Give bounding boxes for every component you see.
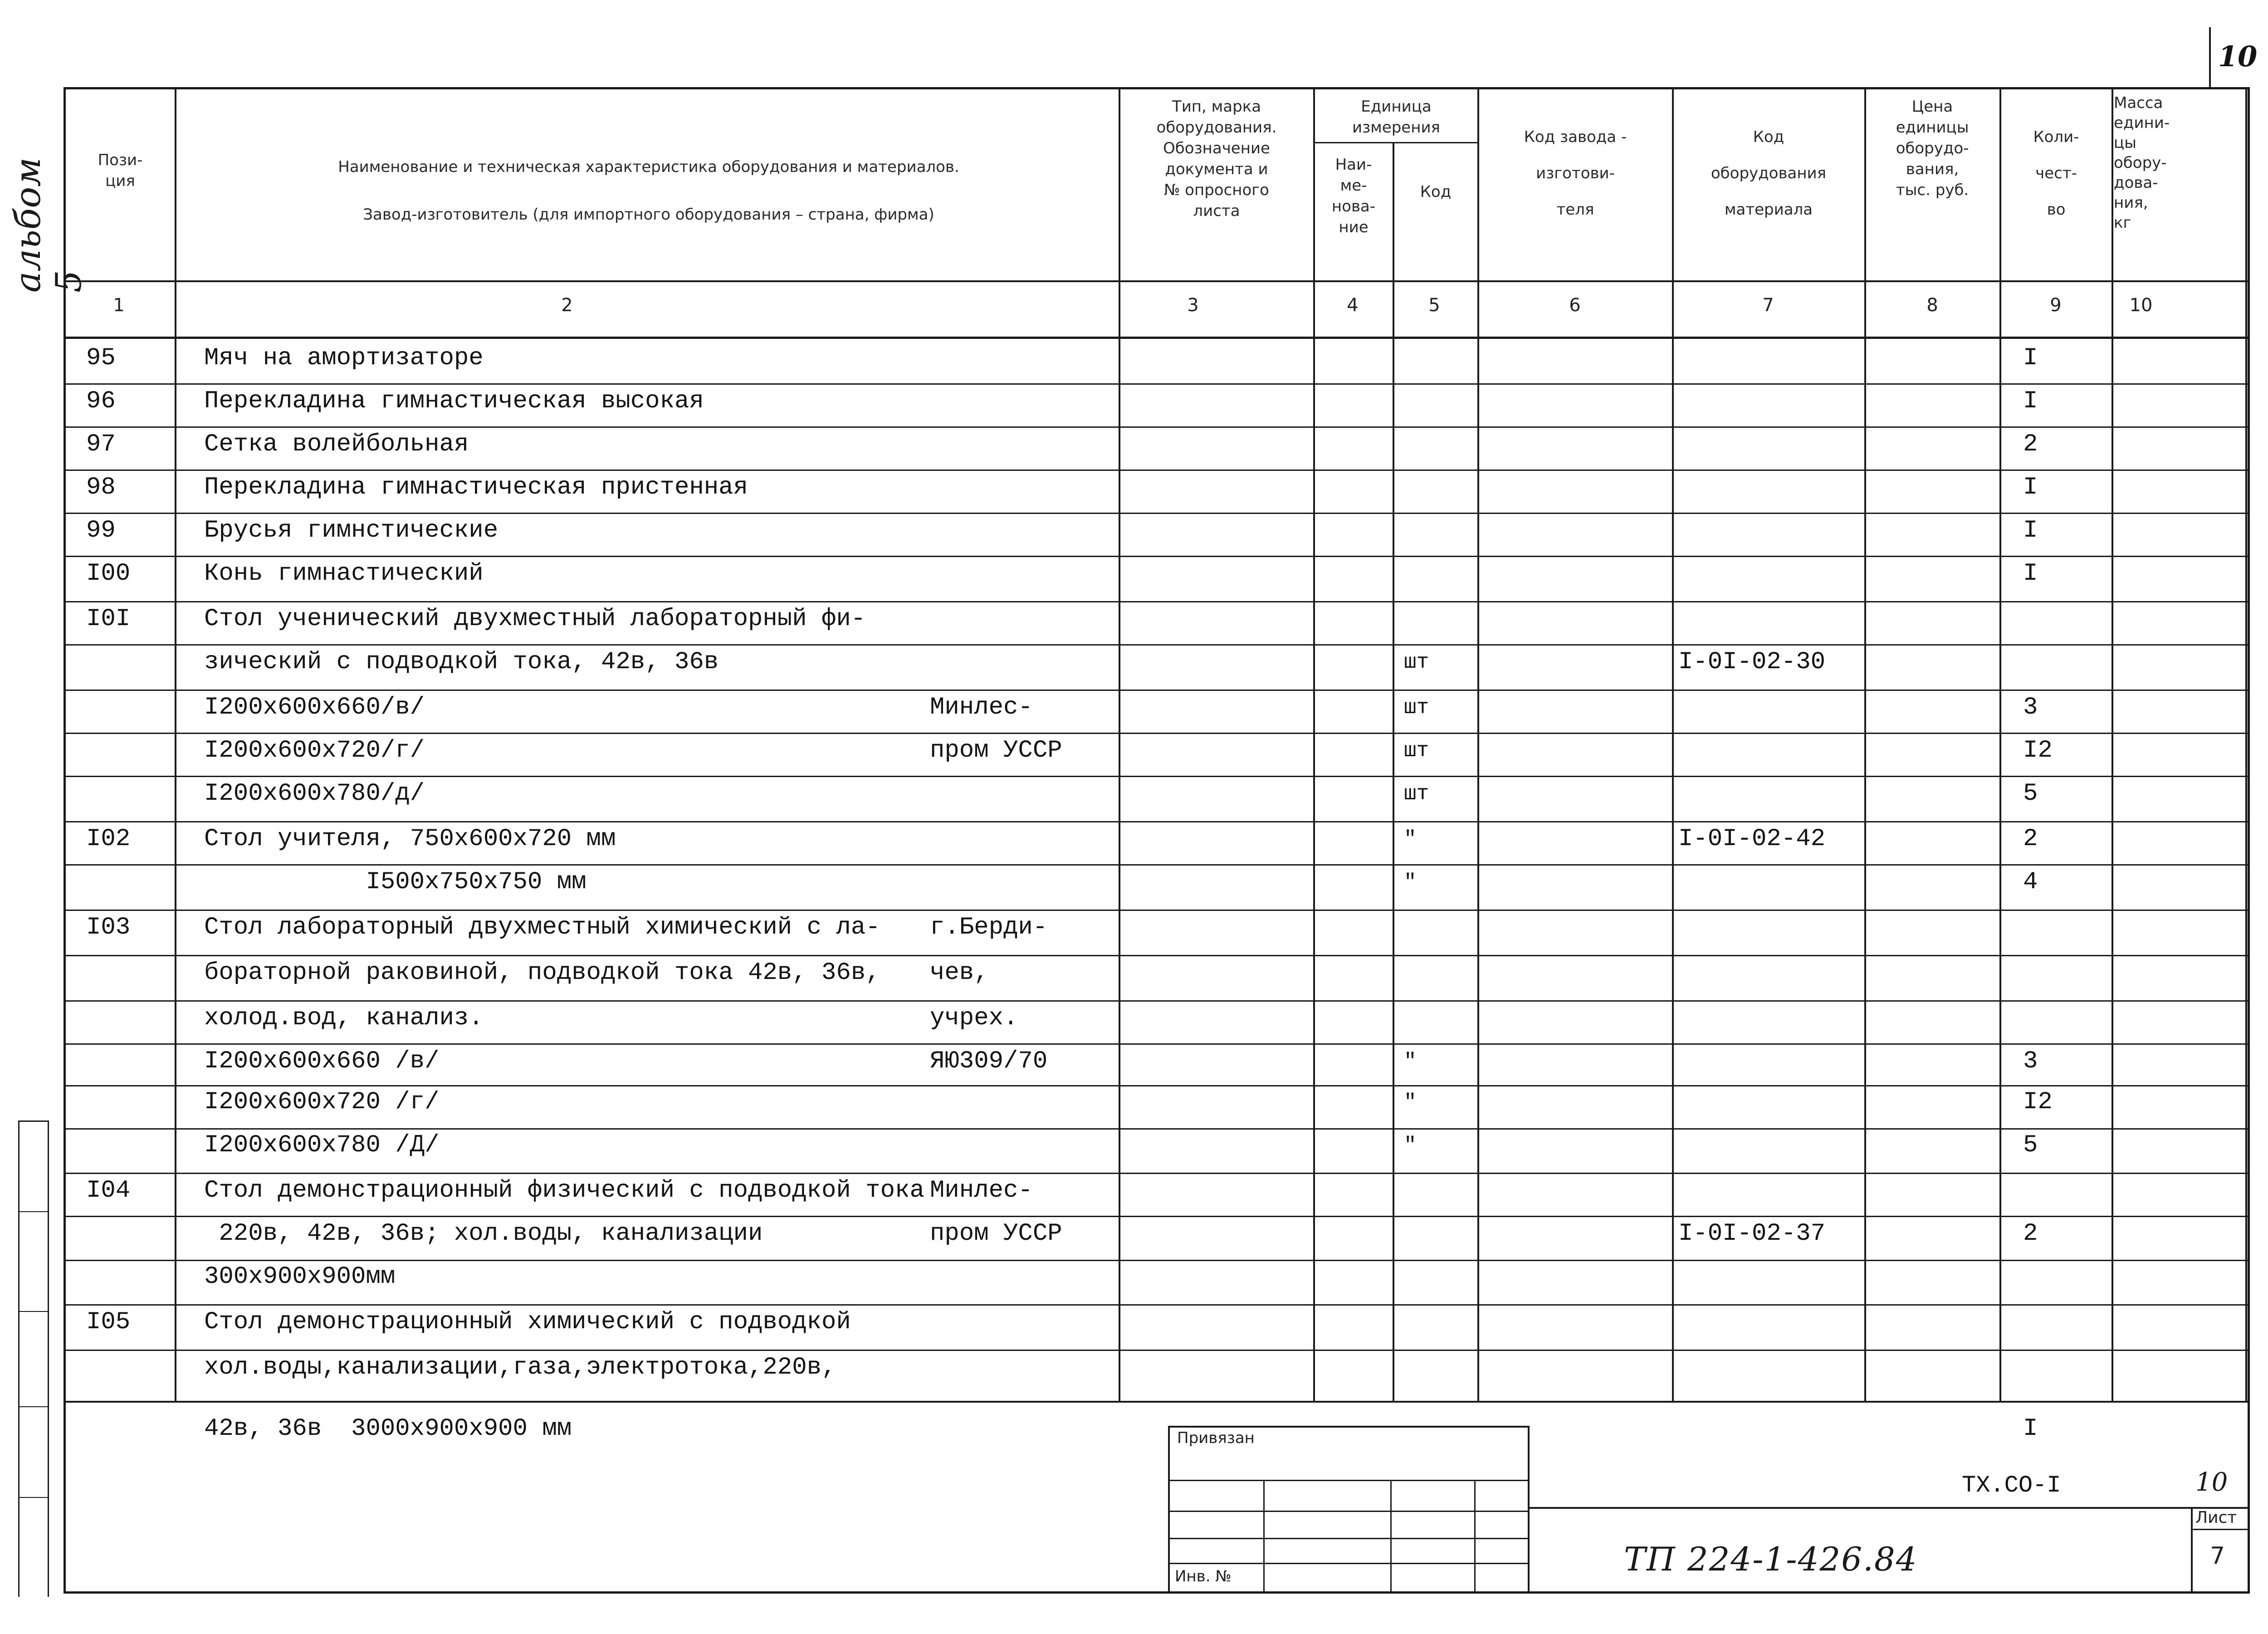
row-name: I200x600x780 /Д/	[204, 1131, 440, 1159]
row-quantity: I	[2023, 560, 2038, 587]
row-quantity: 2	[2023, 825, 2038, 853]
row-position: I03	[86, 914, 131, 941]
row-quantity: 2	[2023, 431, 2038, 458]
row-name: холод.вод, канализ.	[204, 1004, 484, 1032]
header-name-line2: Завод-изготовитель (для импортного оборудования – страна, фирма)	[363, 205, 934, 224]
row-manufacturer: учрех.	[930, 1004, 1018, 1032]
header-name-line1: Наименование и техническая характеристика оборудования и материалов.	[338, 158, 959, 176]
row-unit-code: "	[1404, 871, 1417, 894]
header-quantity: Коли- чест- во	[2033, 128, 2079, 219]
row-name: Стол демонстрационный химический с подводкой	[204, 1308, 851, 1336]
row-unit-code: "	[1404, 1050, 1417, 1073]
column-number-7: 7	[1762, 295, 1774, 316]
row-unit-code: "	[1404, 1091, 1417, 1114]
row-equipment-code: I-0I-02-42	[1678, 825, 1826, 853]
page-number: 10	[2218, 40, 2258, 73]
row-name: Перекладина гимнастическая высокая	[204, 387, 704, 415]
row-name: Стол учителя, 750x600x720 мм	[204, 825, 616, 853]
row-name: Конь гимнастический	[204, 560, 484, 587]
column-number-10: 10	[2129, 295, 2153, 316]
column-number-1: 1	[113, 295, 125, 316]
row-name: Брусья гимнстические	[204, 517, 499, 544]
row-quantity: 2	[2023, 1220, 2038, 1248]
header-factory-code: Код завода - изготови- теля	[1524, 128, 1627, 219]
row-position: 95	[86, 344, 116, 372]
column-number-2: 2	[561, 295, 573, 316]
stamp-sheet-mark: 10	[2195, 1468, 2228, 1497]
row-quantity: I2	[2023, 1088, 2053, 1116]
header-mass: Масса едини- цы обору- дова- ния, кг	[2114, 94, 2170, 232]
row-position: 97	[86, 431, 116, 458]
row-name: хол.воды,канализации,газа,электротока,220в,	[204, 1354, 836, 1381]
row-name: Сетка волейбольная	[204, 431, 469, 458]
row-position: 98	[86, 474, 116, 501]
row-name: Стол ученический двухместный лабораторный фи-	[204, 605, 866, 633]
row-quantity: I	[2023, 387, 2038, 415]
stamp-inv: Инв. №	[1175, 1567, 1232, 1585]
row-quantity: 3	[2023, 694, 2038, 721]
header-unit-code: Код	[1420, 183, 1452, 201]
row-quantity: I	[2023, 344, 2038, 372]
row-unit-code: шт	[1404, 739, 1429, 763]
row-quantity: I2	[2023, 737, 2053, 764]
row-position: I05	[86, 1308, 131, 1336]
stamp-privyazan: Привязан	[1177, 1429, 1255, 1447]
row-name: I200x600x660/в/	[204, 694, 425, 721]
row-equipment-code: I-0I-02-37	[1678, 1220, 1826, 1248]
header-unit-name: Наи- ме- нова- ние	[1331, 156, 1376, 236]
column-number-9: 9	[2050, 295, 2062, 316]
row-name: I200x600x780/д/	[204, 780, 425, 807]
row-quantity: I	[2023, 474, 2038, 501]
header-equipment-code: Код оборудования материала	[1711, 128, 1827, 219]
row-position: I00	[86, 560, 131, 587]
header-price: Цена единицы оборудо- вания, тыс. руб.	[1896, 98, 1969, 199]
row-position: 99	[86, 517, 116, 544]
row-quantity: 5	[2023, 780, 2038, 807]
row-manufacturer: ЯЮ309/70	[930, 1047, 1048, 1075]
row-manufacturer: г.Берди-	[930, 914, 1048, 941]
row-unit-code: шт	[1404, 782, 1429, 806]
row-position: I0I	[86, 605, 131, 633]
row-name: I200x600x720 /г/	[204, 1088, 440, 1116]
row-manufacturer: пром УССР	[930, 1220, 1062, 1248]
column-number-6: 6	[1569, 295, 1581, 316]
row-name: Стол демонстрационный физический с подводкой тока	[204, 1177, 924, 1204]
row-manufacturer: пром УССР	[930, 737, 1062, 764]
row-name: зический с подводкой тока, 42в, 36в	[204, 648, 719, 676]
margin-note: альбом 5	[8, 157, 89, 293]
row-name: I500x750x750 мм	[204, 868, 587, 896]
footer-line-name: 42в, 36в 3000x900x900 мм	[204, 1415, 572, 1443]
row-unit-code: "	[1404, 1134, 1417, 1157]
row-equipment-code: I-0I-02-30	[1678, 648, 1826, 676]
row-unit-code: шт	[1404, 696, 1429, 719]
row-unit-code: шт	[1404, 651, 1429, 674]
row-name: Перекладина гимнастическая пристенная	[204, 474, 748, 501]
column-number-5: 5	[1428, 295, 1440, 316]
footer-line-qty: I	[2023, 1415, 2038, 1443]
row-name: Стол лабораторный двухместный химический с ла-	[204, 914, 880, 941]
row-manufacturer: Минлес-	[930, 694, 1033, 721]
row-manufacturer: Минлес-	[930, 1177, 1033, 1204]
row-position: 96	[86, 387, 116, 415]
row-name: 220в, 42в, 36в; хол.воды, канализации	[204, 1220, 763, 1248]
row-name: I200x600x660 /в/	[204, 1047, 440, 1075]
column-number-3: 3	[1187, 295, 1199, 316]
row-manufacturer: чев,	[930, 959, 989, 987]
stamp-sheet-label: Лист	[2195, 1508, 2237, 1527]
row-position: I02	[86, 825, 131, 853]
row-position: I04	[86, 1177, 131, 1204]
stamp-sheet-no: 7	[2210, 1542, 2225, 1570]
header-position: Пози- ция	[98, 151, 143, 190]
header-type: Тип, марка оборудования. Обозначение документа и № опросного листа	[1156, 98, 1277, 220]
row-quantity: 4	[2023, 868, 2038, 896]
row-quantity: I	[2023, 517, 2038, 544]
row-name: 300x900x900мм	[204, 1263, 396, 1291]
row-name: I200x600x720/г/	[204, 737, 425, 764]
row-name: бораторной раковиной, подводкой тока 42в, 36в,	[204, 959, 880, 987]
stamp-project: ТП 224-1-426.84	[1624, 1540, 1918, 1578]
row-name: Мяч на амортизаторе	[204, 344, 484, 372]
column-number-4: 4	[1347, 295, 1359, 316]
row-unit-code: "	[1404, 827, 1417, 851]
row-quantity: 3	[2023, 1047, 2038, 1075]
stamp-doc-code: ТХ.СО-I	[1962, 1472, 2061, 1499]
row-quantity: 5	[2023, 1131, 2038, 1159]
header-unit: Единица измерения	[1352, 98, 1441, 137]
column-number-8: 8	[1926, 295, 1938, 316]
